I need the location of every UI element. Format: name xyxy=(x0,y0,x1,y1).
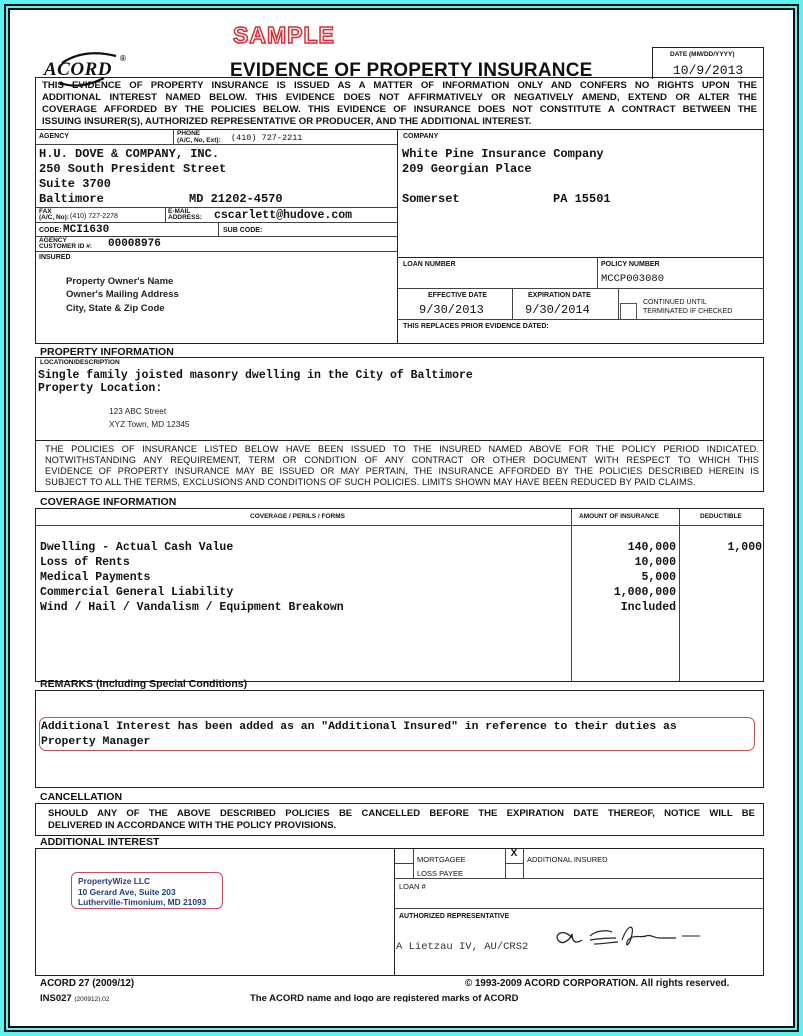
divider xyxy=(36,236,397,237)
insured-label: INSURED xyxy=(39,254,71,261)
fax-label-sub: (A/C, No): xyxy=(39,214,69,221)
property-location-label: Property Location: xyxy=(38,382,163,395)
phone-label-sub: (A/C, No, Ext): xyxy=(177,137,221,144)
amount-list xyxy=(572,540,676,615)
remarks-line1: Additional Interest has been added as an "Additional Insured" in reference to their duties as xyxy=(41,721,677,733)
sub-code-label: SUB CODE: xyxy=(223,227,263,234)
effective-date-value: 9/30/2013 xyxy=(419,303,484,317)
continued-label-line2: TERMINATED IF CHECKED xyxy=(643,308,733,315)
divider xyxy=(395,878,763,879)
divider xyxy=(597,257,598,289)
amount-cell: 10,000 xyxy=(634,556,676,569)
amount-cell: 5,000 xyxy=(641,571,676,584)
divider xyxy=(36,525,763,526)
company-city: Somerset xyxy=(402,192,460,206)
ins-code-text: INS027 xyxy=(40,993,72,1002)
continued-label-line1: CONTINUED UNTIL xyxy=(643,299,707,306)
cancellation-title: CANCELLATION xyxy=(40,791,123,803)
insured-block xyxy=(66,275,179,315)
notice-line: EVIDENCE OF PROPERTY INSURANCE MAY BE ISSUED OR MAY PERTAIN, THE INSURANCE AFFORDED BY THE POLICIES DESCRIBED HEREIN IS xyxy=(45,466,759,476)
property-description: Single family joisted masonry dwelling in the City of Baltimore xyxy=(38,369,473,382)
amount-cell: 140,000 xyxy=(627,541,676,554)
phone-label: PHONE xyxy=(177,130,201,137)
coverage-title: COVERAGE INFORMATION xyxy=(40,496,177,508)
insured-name: Property Owner's Name xyxy=(66,276,174,287)
remarks-line2: Property Manager xyxy=(41,736,151,748)
coverage-row: Medical Payments xyxy=(40,571,151,584)
agency-label: AGENCY xyxy=(39,133,69,140)
notice-line: THIS EVIDENCE OF PROPERTY INSURANCE IS ISSUED AS A MATTER OF INFORMATION ONLY AND CONFERS NO RIGHTS UPON THE xyxy=(42,80,757,91)
notice-line: COVERAGE AFFORDED BY THE POLICIES BELOW. THIS EVIDENCE OF INSURANCE DOES NOT CONSTITUTE A CONTRACT BETWEEN THE xyxy=(42,104,757,115)
continued-until-terminated-checkbox[interactable] xyxy=(620,303,637,320)
divider xyxy=(218,222,219,236)
property-info-title: PROPERTY INFORMATION xyxy=(40,346,174,358)
authorized-rep-label: AUTHORIZED REPRESENTATIVE xyxy=(399,913,510,920)
agency-email[interactable]: cscarlett@hudove.com xyxy=(214,209,353,222)
divider xyxy=(36,222,397,223)
divider xyxy=(398,288,764,289)
divider xyxy=(36,144,397,145)
agency-fax[interactable]: (410) 727-2278 xyxy=(70,213,118,220)
agency-state-zip: MD 21202-4570 xyxy=(189,192,283,206)
deductible-cell: 1,000 xyxy=(727,541,762,554)
loss-payee-checkbox[interactable] xyxy=(395,864,413,877)
replaces-prior-label: THIS REPLACES PRIOR EVIDENCE DATED: xyxy=(403,323,549,330)
mortgagee-checkbox[interactable] xyxy=(395,850,413,863)
ins-code xyxy=(40,993,109,1002)
policy-number-value: MCCP003080 xyxy=(601,273,665,285)
divider xyxy=(398,319,764,320)
customer-id: 00008976 xyxy=(108,238,161,250)
company-label: COMPANY xyxy=(403,133,439,140)
loan-number-label: LOAN NUMBER xyxy=(403,261,456,268)
company-name: White Pine Insurance Company xyxy=(402,147,604,161)
policy-notice-box xyxy=(35,440,764,492)
divider xyxy=(618,288,619,319)
form-id: ACORD 27 (2009/12) xyxy=(40,978,135,989)
additional-interest-address1: 10 Gerard Ave, Suite 203 xyxy=(78,886,176,897)
insured-city: City, State & Zip Code xyxy=(66,302,165,314)
amount-cell: 1,000,000 xyxy=(613,586,676,599)
email-label-sub: ADDRESS: xyxy=(168,214,202,221)
authorized-rep-name: A Lietzau IV, AU/CRS2 xyxy=(396,941,529,953)
coverage-row: Commercial General Liability xyxy=(40,586,234,599)
ins-code-date: (200912).02 xyxy=(74,996,110,1002)
policy-number-label: POLICY NUMBER xyxy=(601,261,660,268)
additional-interest-address2: Lutherville-Timonium, MD 21093 xyxy=(78,897,207,907)
expiration-date-value: 9/30/2014 xyxy=(525,303,590,317)
trademark-notice: The ACORD name and logo are registered marks of ACORD xyxy=(250,993,519,1002)
loan-label: LOAN # xyxy=(399,882,426,891)
coverage-list xyxy=(40,540,344,615)
company-address: 209 Georgian Place xyxy=(402,162,532,176)
location-label: LOCATION/DESCRIPTION xyxy=(40,359,120,366)
divider xyxy=(398,257,764,258)
agency-address2: Suite 3700 xyxy=(39,177,112,191)
divider xyxy=(36,207,397,208)
property-address xyxy=(109,405,190,431)
divider xyxy=(523,849,524,878)
continued-label xyxy=(643,298,732,316)
sample-stamp: SAMPLE xyxy=(233,22,335,48)
mortgagee-label: MORTGAGEE xyxy=(417,855,466,864)
additional-interest-title: ADDITIONAL INTEREST xyxy=(40,836,160,848)
divider xyxy=(395,908,763,909)
notice-line: SUBJECT TO ALL THE TERMS, EXCLUSIONS AND CONDITIONS OF SUCH POLICIES. LIMITS SHOWN MAY HAVE BEEN REDUCED BY PAID CLAIMS. xyxy=(45,477,696,487)
customer-id-label-sub: CUSTOMER ID #: xyxy=(39,243,92,250)
notice-line: ISSUING INSURER(S), AUTHORIZED REPRESENTATIVE OR PRODUCER, AND THE ADDITIONAL INTEREST. xyxy=(42,116,532,127)
additional-insured-checkbox[interactable]: X xyxy=(510,848,518,859)
property-address-line2: XYZ Town, MD 12345 xyxy=(109,419,190,429)
deductible-column-header: DEDUCTIBLE xyxy=(700,513,742,520)
registered-mark: ® xyxy=(120,54,126,63)
fax-label: FAX xyxy=(39,208,52,215)
insured-address: Owner's Mailing Address xyxy=(66,289,179,301)
divider xyxy=(397,130,398,343)
coverage-column-header: COVERAGE / PERILS / FORMS xyxy=(250,513,345,520)
divider xyxy=(173,130,174,144)
company-state-zip: PA 15501 xyxy=(553,192,611,206)
form-title: EVIDENCE OF PROPERTY INSURANCE xyxy=(230,60,593,81)
notice-line: NOTWITHSTANDING ANY REQUIREMENT, TERM OR CONDITION OF ANY CONTRACT OR OTHER DOCUMENT WITH RESPECT TO WHICH THIS xyxy=(45,455,759,465)
deductible-list xyxy=(680,540,762,555)
property-address-line1: 123 ABC Street xyxy=(109,406,167,416)
loss-payee-label: LOSS PAYEE xyxy=(417,869,463,878)
agency-name: H.U. DOVE & COMPANY, INC. xyxy=(39,147,220,161)
agency-code: MCI1630 xyxy=(63,224,110,236)
logo-text: ACORD xyxy=(44,59,112,80)
document-page xyxy=(8,8,795,1028)
date-box xyxy=(652,47,764,79)
coverage-row: Wind / Hail / Vandalism / Equipment Breakown xyxy=(40,601,344,614)
coverage-row: Dwelling - Actual Cash Value xyxy=(40,541,234,554)
date-value: 10/9/2013 xyxy=(673,63,744,78)
agency-phone[interactable]: (410) 727-2211 xyxy=(231,133,303,143)
additional-interest-name: PropertyWize LLC xyxy=(78,876,151,886)
divider xyxy=(679,509,680,681)
expiration-date-label: EXPIRATION DATE xyxy=(528,292,591,299)
notice-line: ADDITIONAL INTEREST NAMED BELOW. THIS EVIDENCE DOES NOT AFFIRMATIVELY OR NEGATIVELY AMEND, EXTEND OR ALTER THE xyxy=(42,92,757,103)
signature-icon xyxy=(550,920,710,950)
header-notice xyxy=(35,77,764,130)
notice-line: THE POLICIES OF INSURANCE LISTED BELOW HAVE BEEN ISSUED TO THE INSURED NAMED ABOVE FOR THE POLICY PERIOD INDICATED. xyxy=(45,444,759,454)
cancellation-line2: DELIVERED IN ACCORDANCE WITH THE POLICY PROVISIONS. xyxy=(48,820,337,831)
code-label: CODE: xyxy=(39,227,62,234)
amount-cell: Included xyxy=(620,601,676,614)
cancellation-box xyxy=(35,803,764,836)
additional-insured-label: ADDITIONAL INSURED xyxy=(527,855,608,864)
coverage-row: Loss of Rents xyxy=(40,556,130,569)
effective-date-label: EFFECTIVE DATE xyxy=(428,292,487,299)
copyright: © 1993-2009 ACORD CORPORATION. All rights reserved. xyxy=(465,978,730,989)
email-label: E-MAIL xyxy=(168,208,191,215)
cancellation-line1: SHOULD ANY OF THE ABOVE DESCRIBED POLICIES BE CANCELLED BEFORE THE EXPIRATION DATE THEREOF, NOTICE WILL BE xyxy=(48,808,755,819)
remarks-title: REMARKS (Including Special Conditions) xyxy=(40,678,248,690)
agency-address1: 250 South President Street xyxy=(39,162,227,176)
divider xyxy=(512,288,513,319)
agency-city: Baltimore xyxy=(39,192,104,206)
divider xyxy=(165,207,166,222)
customer-id-label: AGENCY xyxy=(39,237,67,244)
date-label: DATE (MM/DD/YYYY) xyxy=(670,51,735,58)
divider xyxy=(36,251,397,252)
divider xyxy=(505,863,523,864)
additional-interest-address xyxy=(78,876,206,908)
amount-column-header: AMOUNT OF INSURANCE xyxy=(579,513,659,520)
